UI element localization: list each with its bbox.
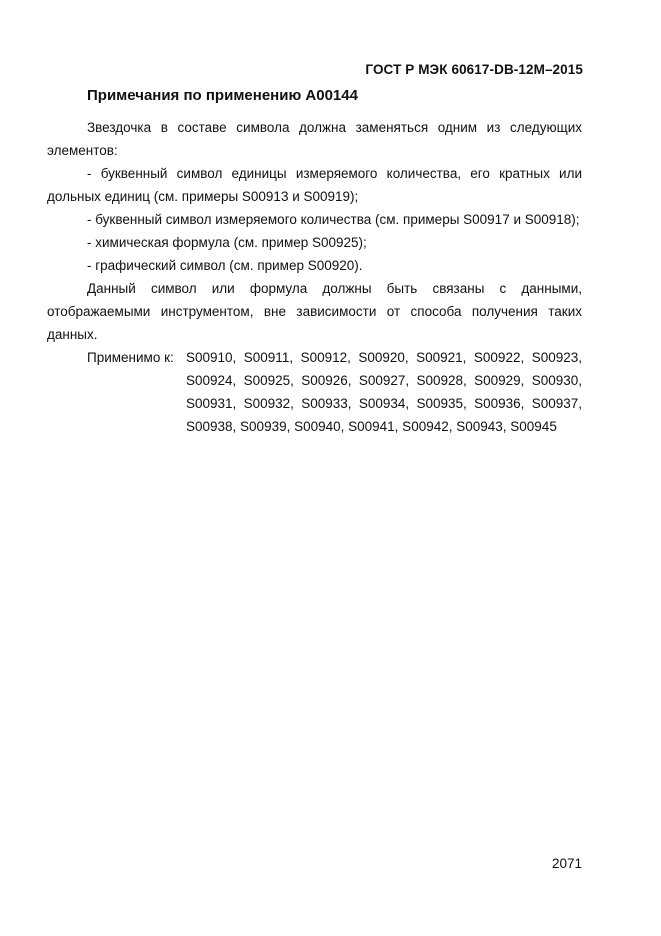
document-code: ГОСТ Р МЭК 60617-DB-12M–2015 <box>365 62 583 77</box>
applicable-label: Применимо к: <box>87 350 174 365</box>
list-item-quantity-symbol: - буквенный символ измеряемого количества (см. примеры S00917 и S00918); <box>87 212 580 227</box>
list-item-unit-symbol: - буквенный символ единицы измеряемого количества, его кратных или дольных единиц (см. примеры S00913 и S00919); <box>47 166 582 204</box>
codes-line: S00924, S00925, S00926, S00927, S00928, S00929, S00930, <box>186 373 582 388</box>
paragraph-intro: Звездочка в составе символа должна заменяться одним из следующих элементов: <box>47 120 582 158</box>
list-item-graphic-symbol: - графический символ (см. пример S00920). <box>87 258 363 273</box>
page-number: 2071 <box>551 856 582 871</box>
codes-line: S00931, S00932, S00933, S00934, S00935, S00936, S00937, <box>186 396 582 411</box>
codes-line: S00938, S00939, S00940, S00941, S00942, S00943, S00945 <box>186 419 557 434</box>
body-text <box>47 116 582 346</box>
section-title: Примечания по применению A00144 <box>87 87 358 104</box>
codes-line: S00910, S00911, S00912, S00920, S00921, S00922, S00923, <box>186 350 582 365</box>
list-item-chemical-formula: - химическая формула (см. пример S00925); <box>87 235 367 250</box>
paragraph-data-link: Данный символ или формула должны быть связаны с данными, отображаемыми инструментом, вне зависимости от способа получения таких данных. <box>47 281 582 342</box>
applicable-codes <box>186 346 582 438</box>
